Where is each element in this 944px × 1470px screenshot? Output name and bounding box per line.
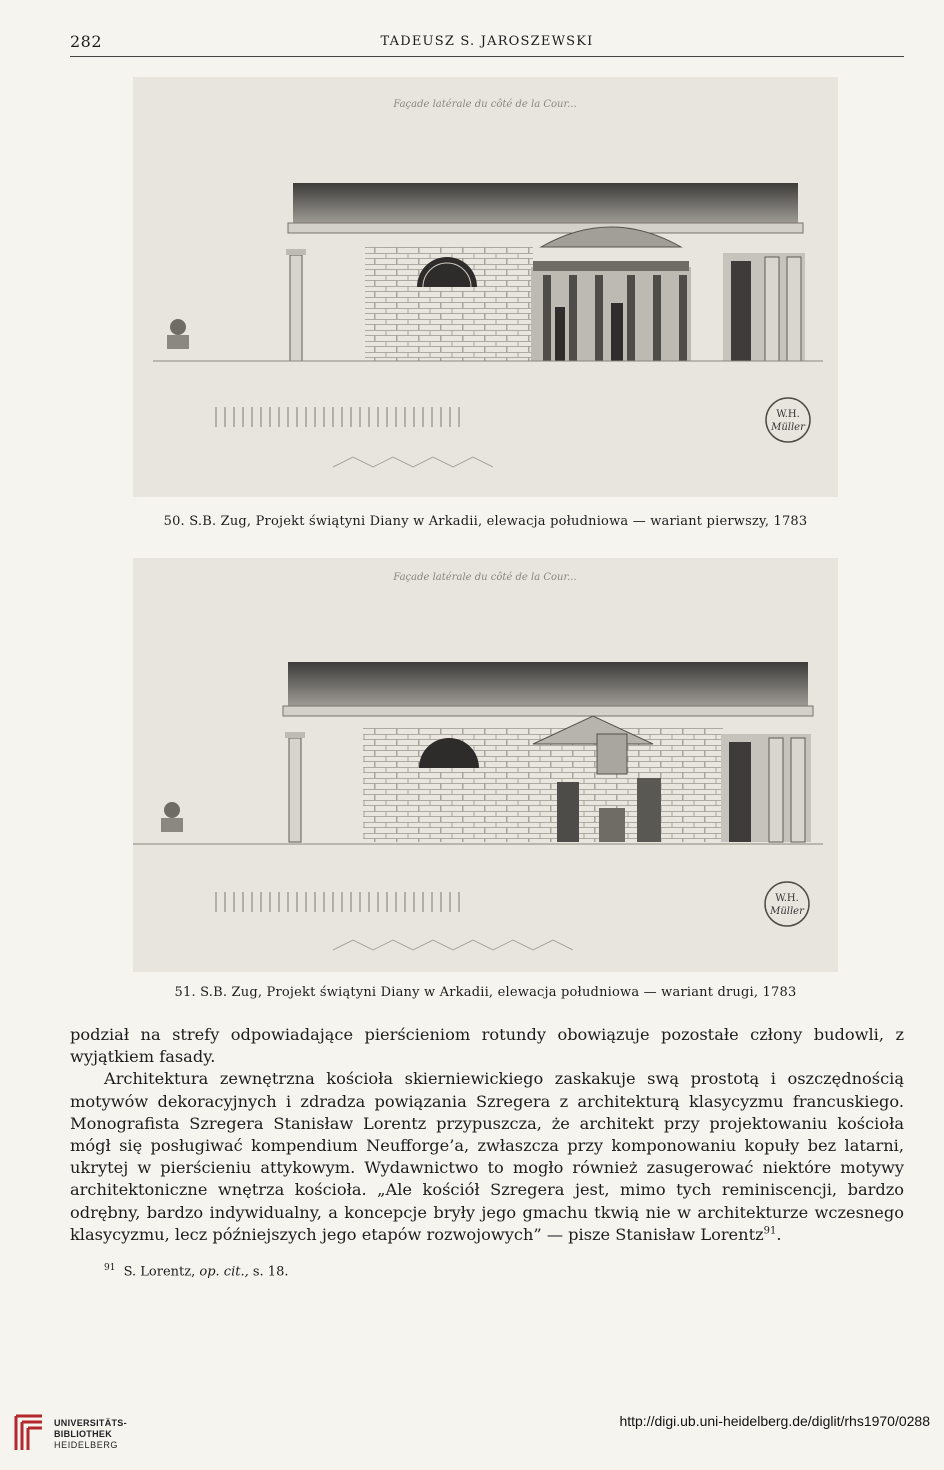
- logo-line-3: HEIDELBERG: [54, 1440, 119, 1450]
- source-url-link[interactable]: http://digi.ub.uni-heidelberg.de/diglit/rhs1970/0288: [619, 1413, 930, 1429]
- figure-51-stamp-line2: Müller: [770, 906, 804, 917]
- page-number: 282: [70, 32, 103, 51]
- paragraph-2-text: Architektura zewnętrzna kościoła skierniewickiego zaskakuje swą prostotą i oszczędnością motywów dekoracyjnych i zdradza powiązania Szregera z architekturą klasycyzmu francuskiego. Monografista Szregera Stanisław Lorentz przypuszcza, że architekt przy projektowaniu kościoła mógł się posługiwać kompendium Neufforge’a, zwłaszcza przy komponowaniu kopuły bez latarni, ukrytej w pierścieniu attykowym. Wydawnictwo to mogło również zasugerować niektóre motywy architektoniczne wnętrza kościoła. „Ale kościół Szregera jest, mimo tych reminiscencji, bardzo odrębny, bardzo indywidualny, a koncepcje bryły jego gmachu tkwią nie w architekturze wczesnego klasycyzmu, lecz późniejszych jego etapów rozwojowych” — pisze Stanisław Lorentz: [70, 1069, 904, 1244]
- figure-51-caption: 51. S.B. Zug, Projekt świątyni Diany w Arkadii, elewacja południowa — wariant drugi, 1783: [174, 985, 797, 1000]
- footnote-work: op. cit.,: [199, 1264, 249, 1280]
- logo-line-2: BIBLIOTHEK: [54, 1429, 112, 1439]
- figure-50-stamp-line1: W.H.: [776, 409, 800, 420]
- figure-50-caption: 50. S.B. Zug, Projekt świątyni Diany w Arkadii, elewacja południowa — wariant pierwszy, 1783: [163, 514, 808, 529]
- footnote: [104, 1263, 289, 1279]
- library-logo-icon: [12, 1414, 46, 1452]
- library-logo[interactable]: [12, 1414, 162, 1456]
- figure-51-image: [133, 558, 838, 972]
- figure-50-image: [133, 77, 838, 497]
- paragraph-1: podział na strefy odpowiadające pierścieniom rotundy obowiązuje pozostałe człony budowli, z wyjątkiem fasady.: [70, 1025, 904, 1067]
- figure-51-stamp-line1: W.H.: [775, 893, 799, 904]
- running-head: [70, 32, 904, 54]
- figure-50-stamp-line2: Müller: [771, 422, 805, 433]
- paragraph-2: [70, 1068, 904, 1246]
- footnote-author: S. Lorentz,: [123, 1264, 196, 1280]
- figure-51-handwritten-title: Façade latérale du côté de la Cour...: [393, 572, 577, 583]
- header-rule: [70, 56, 904, 57]
- logo-line-1: UNIVERSITÄTS-: [54, 1418, 127, 1428]
- footnote-number: 91: [104, 1263, 116, 1273]
- paragraph-2-end: .: [776, 1224, 782, 1244]
- figure-50-handwritten-title: Façade latérale du côté de la Cour...: [393, 99, 577, 110]
- body-text: [70, 1024, 904, 1246]
- footnote-page: s. 18.: [252, 1264, 289, 1280]
- library-logo-text: [54, 1418, 127, 1451]
- running-title: TADEUSZ S. JAROSZEWSKI: [380, 34, 594, 49]
- footnote-reference[interactable]: 91: [763, 1225, 777, 1237]
